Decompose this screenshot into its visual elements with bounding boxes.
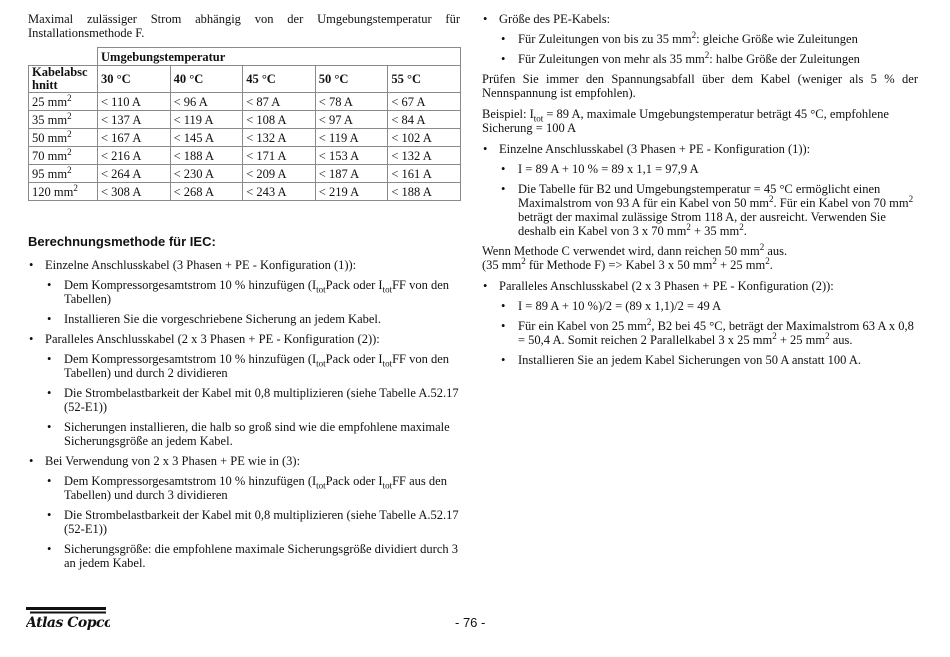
table-row <box>29 93 461 111</box>
intro-text: Maximal zulässiger Strom abhängig von der Umgebungstemperatur für Installationsmethode F. <box>28 12 460 40</box>
list-item: • Die Tabelle für B2 und Umgebungstemperatur = 45 °C ermöglicht einen Maximalstrom von 93 A für ein Kabel von 50 $mm^2$. Für ein Kabel von 70 $mm^2$ beträgt der maximal zulässige Strom 118 A, der ausreicht. Verwenden Sie deshalb ein Kabel von 3 x 70 $mm^2 + 35$ $mm^2$. <box>482 182 918 238</box>
right-column <box>482 12 918 373</box>
list-item: • Sicherungsgröße: die empfohlene maximale Sicherungsgröße dividiert durch 3 an jedem Kabel. <box>28 542 460 570</box>
list-item: • Für Zuleitungen von bis zu 35 $mm^2$: gleiche Größe wie Zuleitungen <box>482 32 918 46</box>
current-cell: < 132 A <box>388 147 461 165</box>
current-cell: < 209 A <box>243 165 316 183</box>
current-cell: < 119 A <box>315 129 388 147</box>
iec-list <box>28 258 460 570</box>
table-row <box>29 111 461 129</box>
pe-list <box>482 12 918 66</box>
table-body <box>29 93 461 201</box>
cable-section-cell: 120 $mm^2$ <box>29 183 98 201</box>
current-cell: < 230 A <box>170 165 243 183</box>
current-cell: < 137 A <box>98 111 171 129</box>
current-cell: < 264 A <box>98 165 171 183</box>
cable-section-cell: 25 $mm^2$ <box>29 93 98 111</box>
list-item: • Bei Verwendung von 2 x 3 Phasen + PE wie in (3): <box>28 454 460 468</box>
page-number: - 76 - <box>455 615 486 630</box>
cable-section-cell: 95 $mm^2$ <box>29 165 98 183</box>
current-cell: < 108 A <box>243 111 316 129</box>
list-item: • Sicherungen installieren, die halb so groß sind wie die empfohlene maximale Sicherungsgröße an jedem Kabel. <box>28 420 460 448</box>
column-header: 50 °C <box>315 66 388 93</box>
current-cell: < 161 A <box>388 165 461 183</box>
current-table <box>28 47 461 201</box>
current-cell: < 153 A <box>315 147 388 165</box>
list-item: • Einzelne Anschlusskabel (3 Phasen + PE - Konfiguration (1)): <box>482 142 918 156</box>
method-c-note: Wenn Methode C verwendet wird, dann reichen 50 $mm^2$ aus. <box>482 241 788 258</box>
column-header: 45 °C <box>243 66 316 93</box>
list-item: • Die Strombelastbarkeit der Kabel mit 0,8 multiplizieren (siehe Tabelle A.52.17 (52-E1)) <box>28 508 460 536</box>
svg-text:Atlas Copco: Atlas Copco <box>26 615 110 631</box>
current-cell: < 188 A <box>388 183 461 201</box>
list-item: • Dem Kompressorgesamtstrom 10 % hinzufügen ($I_{tot}Pack$ oder $I_{tot}FF$ aus den Tabellen) und durch 3 dividieren <box>28 474 460 502</box>
table-header-row <box>29 48 461 66</box>
example-list-1 <box>482 142 918 238</box>
row-header: Kabelabsc hnitt <box>29 66 98 93</box>
list-item: • Dem Kompressorgesamtstrom 10 % hinzufügen ($I_{tot}Pack$ oder $I_{tot}FF$ von den Tabellen) <box>28 278 460 306</box>
left-column <box>28 12 460 576</box>
cable-section-cell: 70 $mm^2$ <box>29 147 98 165</box>
list-item: • I = 89 A + 10 % = 89 x 1,1 = 97,9 A <box>482 162 918 176</box>
current-cell: < 132 A <box>243 129 316 147</box>
current-cell: < 145 A <box>170 129 243 147</box>
current-cell: < 188 A <box>170 147 243 165</box>
list-item: • Paralleles Anschlusskabel (2 x 3 Phasen + PE - Konfiguration (2)): <box>482 279 918 293</box>
section-heading: Berechnungsmethode für IEC: <box>28 234 216 249</box>
current-cell: < 102 A <box>388 129 461 147</box>
column-header: 30 °C <box>98 66 171 93</box>
voltage-drop-note: Prüfen Sie immer den Spannungsabfall über dem Kabel (weniger als 5 % der Nennspannung ist empfohlen). <box>482 72 918 100</box>
current-cell: < 87 A <box>243 93 316 111</box>
list-item: • Einzelne Anschlusskabel (3 Phasen + PE - Konfiguration (1)): <box>28 258 460 272</box>
list-item: • Paralleles Anschlusskabel (2 x 3 Phasen + PE - Konfiguration (2)): <box>28 332 460 346</box>
column-header: 55 °C <box>388 66 461 93</box>
current-cell: < 171 A <box>243 147 316 165</box>
column-header: 40 °C <box>170 66 243 93</box>
table-row <box>29 183 461 201</box>
list-item: • I = 89 A + 10 %)/2 = (89 x 1,1)/2 = 49 A <box>482 299 918 313</box>
current-cell: < 97 A <box>315 111 388 129</box>
list-item: • Installieren Sie die vorgeschriebene Sicherung an jedem Kabel. <box>28 312 460 326</box>
current-cell: < 96 A <box>170 93 243 111</box>
current-cell: < 119 A <box>170 111 243 129</box>
example-list-2 <box>482 279 918 367</box>
current-cell: < 187 A <box>315 165 388 183</box>
table-row <box>29 147 461 165</box>
current-cell: < 167 A <box>98 129 171 147</box>
list-item: • Für Zuleitungen von mehr als 35 $mm^2$: halbe Größe der Zuleitungen <box>482 52 918 66</box>
current-cell: < 219 A <box>315 183 388 201</box>
current-cell: < 243 A <box>243 183 316 201</box>
current-cell: < 84 A <box>388 111 461 129</box>
current-cell: < 268 A <box>170 183 243 201</box>
list-item: • Größe des PE-Kabels: <box>482 12 918 26</box>
cable-section-cell: 35 $mm^2$ <box>29 111 98 129</box>
current-cell: < 308 A <box>98 183 171 201</box>
current-cell: < 67 A <box>388 93 461 111</box>
current-cell: < 78 A <box>315 93 388 111</box>
list-item: • Für ein Kabel von 25 $mm^2$, B2 bei 45 °C, beträgt der Maximalstrom 63 A x 0,8 = 50,4 A. Somit reichen 2 Parallelkabel 3 x 25 $mm^2 + 25$ $mm^2$ aus. <box>482 319 918 347</box>
cable-section-cell: 50 $mm^2$ <box>29 129 98 147</box>
current-cell: < 216 A <box>98 147 171 165</box>
method-c-note-2: (35 $mm^2$ für Methode F) => Kabel 3 x 50 $mm^2 + 25$ $mm^2$. <box>482 255 773 272</box>
example-text: Beispiel: $I_{tot} = 89$ A, maximale Umgebungstemperatur beträgt 45 °C, empfohlene Sicherung = 100 A <box>482 107 889 135</box>
list-item: • Dem Kompressorgesamtstrom 10 % hinzufügen ($I_{tot}Pack$ oder $I_{tot}FF$ von den Tabellen) und durch 2 dividieren <box>28 352 460 380</box>
list-item: • Die Strombelastbarkeit der Kabel mit 0,8 multiplizieren (siehe Tabelle A.52.17 (52-E1)) <box>28 386 460 414</box>
table-row <box>29 165 461 183</box>
list-item: • Installieren Sie an jedem Kabel Sicherungen von 50 A anstatt 100 A. <box>482 353 918 367</box>
table-row <box>29 129 461 147</box>
brand-logo <box>26 607 110 636</box>
group-header: Umgebungstemperatur <box>98 48 461 66</box>
table-column-row <box>29 66 461 93</box>
current-cell: < 110 A <box>98 93 171 111</box>
